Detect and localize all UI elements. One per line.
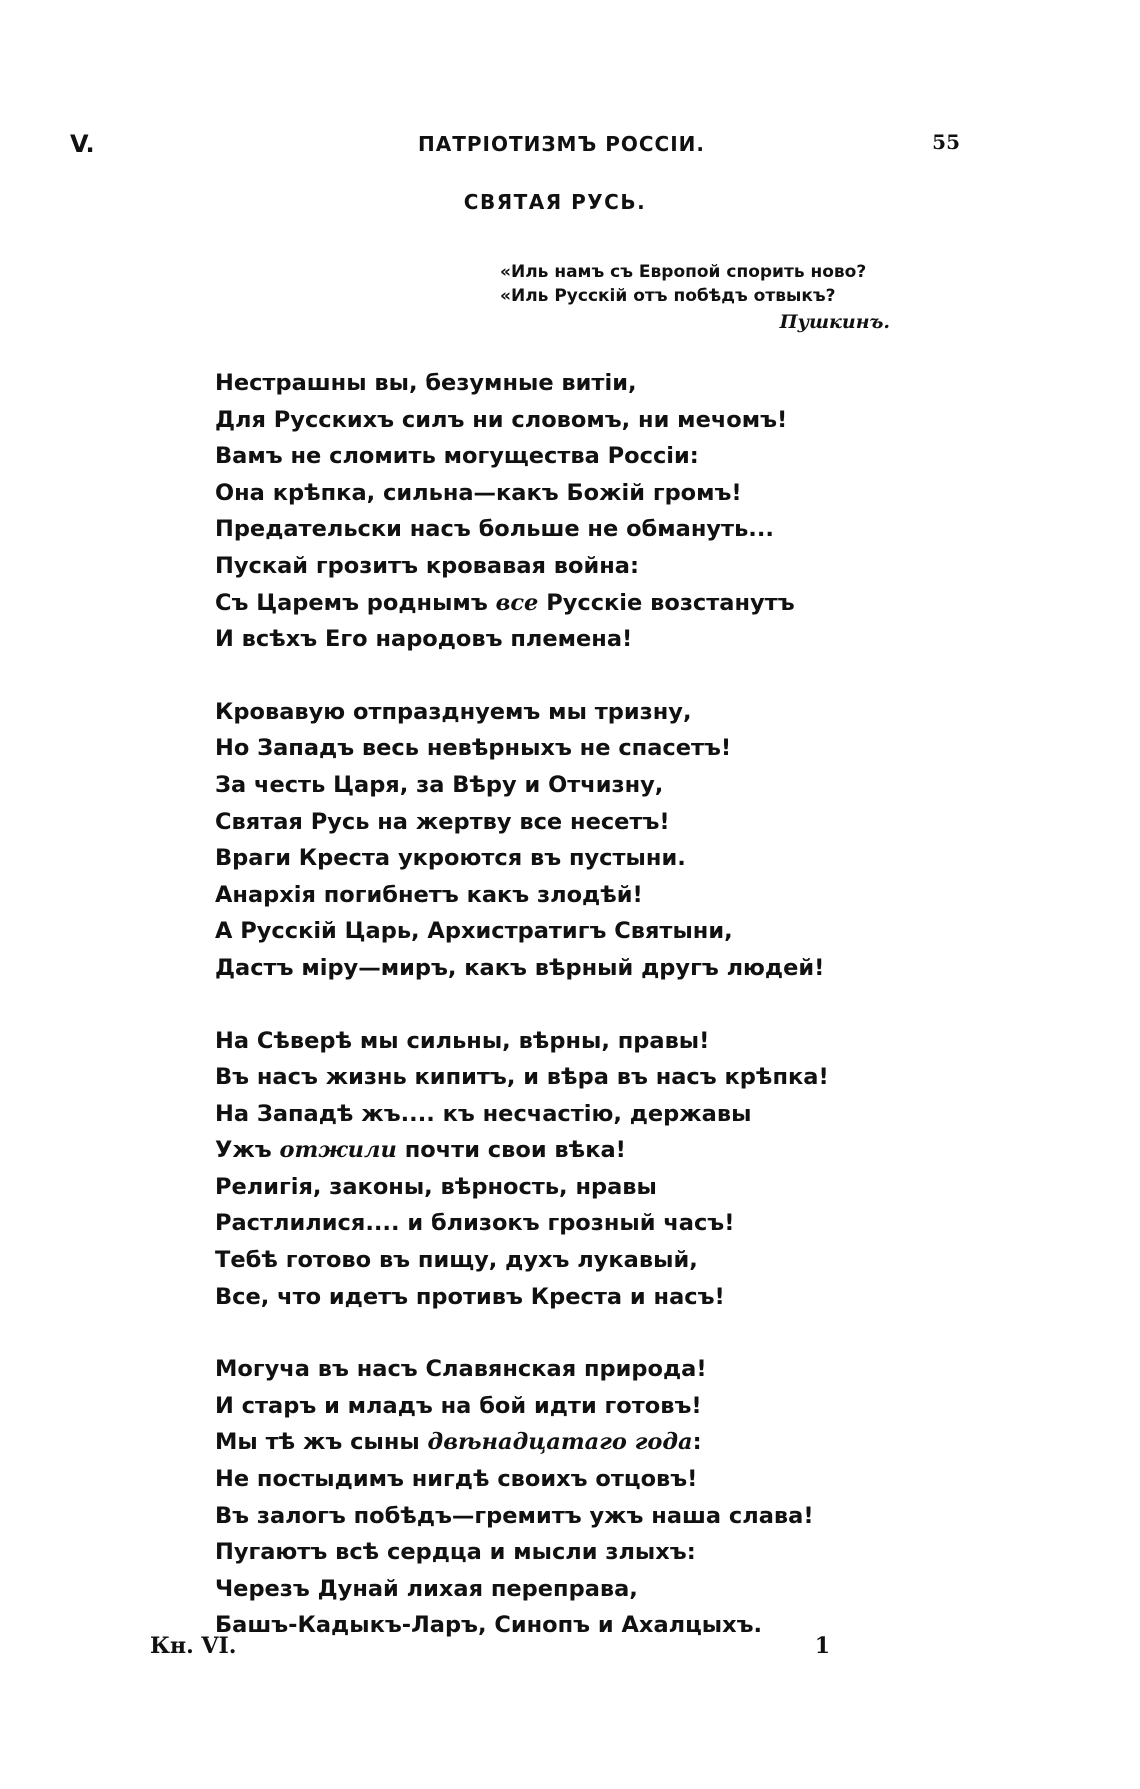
verse-line: Ужъ отжили почти свои вѣка! <box>215 1137 626 1164</box>
verse-line: Она крѣпка, сильна—какъ Божій громъ! <box>215 479 742 506</box>
stanza <box>215 694 915 987</box>
verse-line: Растлилися.... и близокъ грозный часъ! <box>215 1210 735 1237</box>
verse-line: Могуча въ насъ Славянская природа! <box>215 1356 707 1383</box>
verse-line: Вамъ не сломить могущества Россіи: <box>215 443 699 470</box>
stanza <box>215 1351 915 1644</box>
verse-line: И старъ и младъ на бой идти готовъ! <box>215 1392 702 1419</box>
emphasis: двѣнадцатаго года <box>427 1429 693 1456</box>
verse-line: За честь Царя, за Вѣру и Отчизну, <box>215 771 664 798</box>
verse-line: Святая Русь на жертву все несетъ! <box>215 808 670 835</box>
page-footer <box>150 1633 830 1667</box>
running-header <box>70 130 960 164</box>
verse-line: На Сѣверѣ мы сильны, вѣрны, правы! <box>215 1027 710 1054</box>
verse-line: Дастъ міру—миръ, какъ вѣрный другъ людей! <box>215 954 825 981</box>
verse-line: И всѣхъ Его народовъ племена! <box>215 626 633 653</box>
verse-line: Пускай грозитъ кровавая война: <box>215 552 639 579</box>
sheet-number: 1 <box>814 1633 830 1659</box>
epigraph-author: Пушкинъ. <box>779 311 890 333</box>
verse-line: Съ Царемъ роднымъ все Русскіе возстанутъ <box>215 589 795 616</box>
epigraph-line: «Иль Русскій отъ побѣдъ отвыкъ? <box>500 286 836 306</box>
verse-line: На Западѣ жъ.... къ несчастію, державы <box>215 1100 752 1127</box>
verse-line: Религія, законы, вѣрность, нравы <box>215 1173 657 1200</box>
verse-line: Въ залогъ побѣдъ—гремитъ ужъ наша слава! <box>215 1502 814 1529</box>
stanza <box>215 1023 915 1316</box>
verse-line: Не постыдимъ нигдѣ своихъ отцовъ! <box>215 1466 698 1493</box>
verse-line: Нестрашны вы, безумные витіи, <box>215 370 637 396</box>
poem-body <box>215 365 915 1680</box>
poem-title: СВЯТАЯ РУСЬ. <box>463 190 647 214</box>
verse-line: Но Западъ весь невѣрныхъ не спасетъ! <box>215 735 732 762</box>
verse-line: Тебѣ готово въ пищу, духъ лукавый, <box>215 1247 698 1274</box>
verse-line: Мы тѣ жъ сыны двѣнадцатаго года: <box>215 1429 702 1456</box>
epigraph-line: «Иль намъ съ Европой спорить ново? <box>500 262 867 282</box>
verse-line: А Русскій Царь, Архистратигъ Святыни, <box>215 918 733 945</box>
verse-line: Все, что идетъ противъ Креста и насъ! <box>215 1283 725 1310</box>
verse-line: Предательски насъ больше не обмануть... <box>215 516 774 543</box>
section-number: V. <box>70 130 95 158</box>
emphasis: все <box>495 589 539 616</box>
verse-line: Башъ-Кадыкъ-Ларъ, Синопъ и Ахалцыхъ. <box>215 1612 763 1639</box>
verse-line: Анархія погибнетъ какъ злодѣй! <box>215 881 643 908</box>
running-title: ПАТРІОТИЗМЪ РОССІИ. <box>418 132 705 156</box>
page-number: 55 <box>932 130 960 154</box>
verse-line: Для Русскихъ силъ ни словомъ, ни мечомъ! <box>215 406 788 433</box>
verse-line: Пугаютъ всѣ сердца и мысли злыхъ: <box>215 1539 696 1566</box>
signature-mark: Кн. VI. <box>150 1633 237 1659</box>
epigraph <box>500 260 890 334</box>
verse-line: Враги Креста укроются въ пустыни. <box>215 845 686 872</box>
emphasis: отжили <box>279 1137 397 1164</box>
verse-line: Кровавую отпразднуемъ мы тризну, <box>215 698 692 725</box>
verse-line: Черезъ Дунай лихая переправа, <box>215 1575 638 1602</box>
verse-line: Въ насъ жизнь кипитъ, и вѣра въ насъ крѣпка! <box>215 1064 829 1091</box>
stanza <box>215 365 915 658</box>
